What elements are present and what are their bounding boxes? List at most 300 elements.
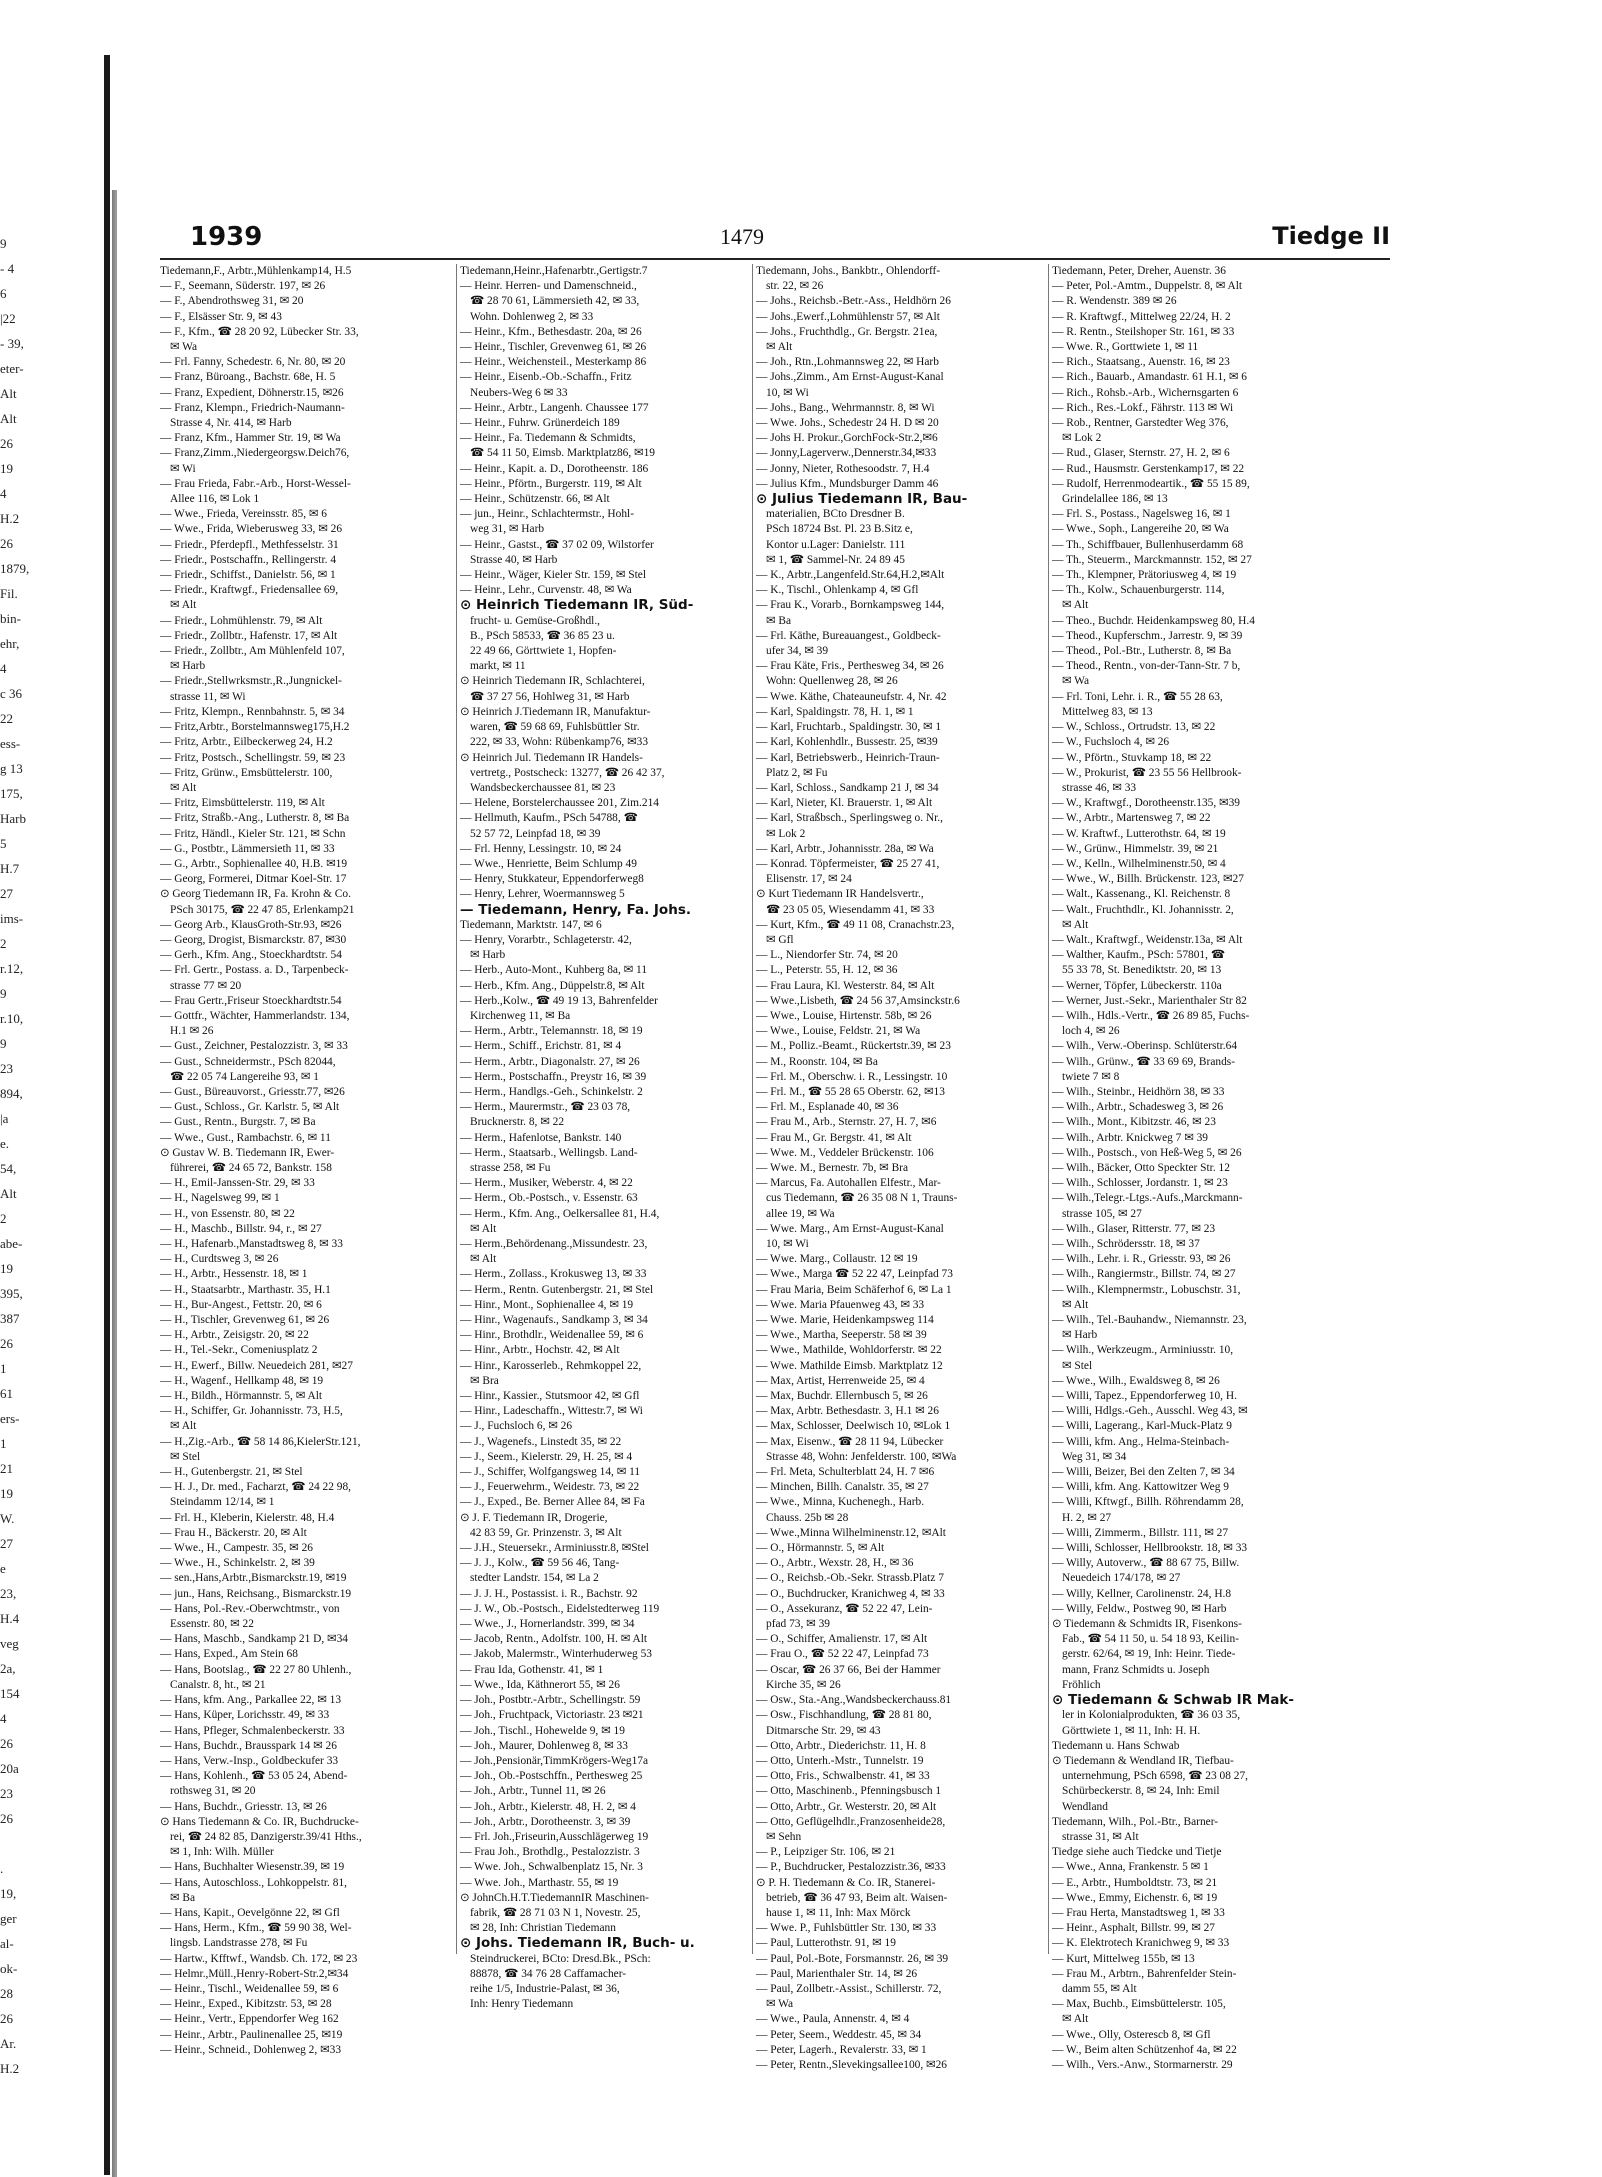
directory-entry-line: — J. J., Kolw., ☎ 59 56 46, Tang- (460, 1557, 620, 1570)
directory-entry-line: — W., Prokurist, ☎ 23 55 56 Hellbrook- (1052, 766, 1242, 779)
directory-entry-line: — Johs., Fruchthdlg., Gr. Bergstr. 21ea, (756, 325, 938, 338)
directory-entry-line: — Max, Artist, Herrenweide 25, ✉ 4 (756, 1374, 925, 1387)
directory-entry-line: waren, ☎ 59 68 69, Fuhlsbüttler Str. (470, 721, 640, 734)
directory-entry-line: — Wwe., H., Schinkelstr. 2, ✉ 39 (160, 1557, 315, 1570)
directory-entry-line: H. 2, ✉ 27 (1062, 1511, 1112, 1524)
directory-entry-line: ✉ Wa (1062, 675, 1090, 688)
directory-entry-line: — Joh., Arbtr., Tunnel 11, ✉ 26 (460, 1785, 606, 1798)
directory-entry-line: — Herb., Auto-Mont., Kuhberg 8a, ✉ 11 (460, 964, 648, 977)
directory-entry-line: — H., Hafenarb.,Manstadtsweg 8, ✉ 33 (160, 1238, 343, 1250)
margin-fragment: 2 (0, 936, 7, 951)
directory-entry-line: — Paul, Zollbetr.-Assist., Schillerstr. 72, (756, 1982, 942, 1995)
directory-entry-line: — Frl. Käthe, Bureauangest., Goldbeck- (756, 629, 941, 642)
margin-fragment: 395, (0, 1286, 23, 1301)
directory-entry-line: — J., Exped., Be. Berner Allee 84, ✉ Fa (460, 1496, 645, 1509)
directory-entry-line: ✉ 28, Inh: Christian Tiedemann (470, 1922, 616, 1935)
directory-entry-line: — W., Grünw., Himmelstr. 39, ✉ 21 (1052, 842, 1219, 855)
margin-fragment: 27 (0, 886, 13, 901)
margin-fragment: 1 (0, 1436, 7, 1451)
directory-entry-line: — E., Arbtr., Humboldtstr. 73, ✉ 21 (1052, 1876, 1218, 1889)
directory-entry-line: — Heinr. Herren- und Damenschneid., (460, 280, 637, 293)
directory-entry-line: — H., Gutenbergstr. 21, ✉ Stel (160, 1466, 303, 1479)
directory-entry-line: — Fritz, Straßb.-Ang., Lutherstr. 8, ✉ Ba (160, 812, 350, 825)
directory-entry-line: — Wwe., Wilh., Ewaldsweg 8, ✉ 26 (1052, 1374, 1220, 1387)
directory-entry-line: — Hans, Kapit., Oevelgönne 22, ✉ Gfl (160, 1906, 340, 1919)
directory-column-3 (756, 264, 1042, 2071)
directory-entry-line: — Frau M., Arbtrn., Bahrenfelder Stein- (1052, 1967, 1237, 1980)
directory-entry-line: — Wwe., Gust., Rambachstr. 6, ✉ 11 (160, 1131, 331, 1144)
directory-entry-line: Tiedemann, Wilh., Pol.-Btr., Barner- (1052, 1815, 1219, 1828)
directory-column-2 (460, 264, 746, 2011)
directory-entry-line: — Marcus, Fa. Autohallen Elfestr., Mar- (756, 1177, 941, 1190)
directory-entry-line: — Herb.,Kolw., ☎ 49 19 13, Bahrenfelder (460, 994, 658, 1007)
directory-entry-line: — Wilh., Verw.-Oberinsp. Schlüterstr.64 (1052, 1040, 1238, 1053)
directory-entry-line: — Hans, kfm. Ang., Parkallee 22, ✉ 13 (160, 1694, 342, 1707)
directory-entry-line: Allee 116, ✉ Lok 1 (170, 493, 260, 506)
directory-entry-line: — Frl. Henny, Lessingstr. 10, ✉ 24 (460, 842, 622, 855)
directory-entry-line: — Rud., Glaser, Sternstr. 27, H. 2, ✉ 6 (1052, 447, 1230, 460)
directory-entry-line: — Frau M., Gr. Bergstr. 41, ✉ Alt (756, 1131, 912, 1144)
directory-entry-line: hause 1, ✉ 11, Inh: Max Mörck (766, 1906, 911, 1919)
directory-entry-line: ⊙ J. F. Tiedemann IR, Drogerie, (460, 1511, 608, 1524)
margin-fragment: ims- (0, 911, 24, 926)
margin-fragment: ok- (0, 1961, 18, 1976)
directory-entry-line: Strasse 40, ✉ Harb (470, 553, 558, 566)
directory-entry-line: — Henry, Vorarbtr., Schlageterstr. 42, (460, 933, 632, 946)
directory-entry-line: — Frau Laura, Kl. Westerstr. 84, ✉ Alt (756, 979, 935, 992)
margin-fragment: Alt (0, 411, 17, 426)
directory-entry-line: — Frau O., ☎ 52 22 47, Leinpfad 73 (756, 1648, 929, 1661)
directory-entry-line: ✉ Ba (766, 614, 792, 627)
directory-entry-line: — Wilh., Steinbr., Heidhörn 38, ✉ 33 (1052, 1085, 1225, 1098)
margin-fragment: 23 (0, 1061, 13, 1076)
directory-entry-line: — Frau H., Bäckerstr. 20, ✉ Alt (160, 1526, 307, 1539)
directory-entry-line: — Fritz, Klempn., Rennbahnstr. 5, ✉ 34 (160, 705, 345, 718)
directory-entry-line: — W., Kelln., Wilhelminenstr.50, ✉ 4 (1052, 857, 1226, 870)
directory-entry-line: ✉ Wa (170, 341, 198, 354)
directory-entry-line: ☎ 22 05 74 Langereihe 93, ✉ 1 (170, 1070, 319, 1083)
directory-entry-line: vertretg., Postscheck: 13277, ☎ 26 42 37, (470, 766, 665, 779)
directory-entry-line: str. 22, ✉ 26 (766, 280, 824, 293)
margin-fragment: W. (0, 1511, 15, 1526)
directory-entry-line: ⊙ Kurt Tiedemann IR Handelsvertr., (756, 888, 924, 901)
directory-entry-line: — Hans, Buchdr., Griesstr. 13, ✉ 26 (160, 1800, 327, 1813)
margin-fragment: g 13 (0, 761, 23, 776)
directory-entry-line: — H., Schiffer, Gr. Johannisstr. 73, H.5, (160, 1405, 343, 1418)
directory-entry-line: Canalstr. 8, ht., ✉ 21 (170, 1678, 266, 1691)
directory-entry-line: PSch 30175, ☎ 22 47 85, Erlenkamp21 (170, 903, 355, 916)
directory-entry-line: — Hans, Herm., Kfm., ☎ 59 90 38, Wel- (160, 1922, 352, 1935)
directory-entry-line: — Wwe.,Minna Wilhelminenstr.12, ✉Alt (756, 1526, 946, 1539)
directory-entry-line: damm 55, ✉ Alt (1062, 1982, 1137, 1995)
directory-entry-line: — Hans, Pol.-Rev.-Oberwchtmstr., von (160, 1602, 340, 1615)
directory-entry-line: — Frau Herta, Manstadtsweg 1, ✉ 33 (1052, 1906, 1225, 1919)
margin-fragment: 9 (0, 986, 7, 1001)
directory-entry-line: — Wilh., Glaser, Ritterstr. 77, ✉ 23 (1052, 1222, 1216, 1235)
directory-entry-line: — Hinr., Brothdlr., Weidenallee 59, ✉ 6 (460, 1329, 644, 1342)
directory-entry-line: — Wwe., Louise, Hirtenstr. 58b, ✉ 26 (756, 1009, 932, 1022)
directory-entry-line: — Frl. M., Oberschw. i. R., Lessingstr. 10 (756, 1070, 948, 1083)
directory-entry-line: — Willi, Hdlgs.-Geh., Ausschl. Weg 43, ✉ (1052, 1405, 1248, 1418)
directory-entry-line: — Heinr., Schneid., Dohlenweg 2, ✉33 (160, 2043, 342, 2056)
directory-column-4 (1052, 264, 1338, 2071)
directory-entry-line: — L., Niendorfer Str. 74, ✉ 20 (756, 949, 898, 962)
directory-entry-line: unternehmung, PSch 6598, ☎ 23 08 27, (1062, 1770, 1248, 1783)
directory-entry-line: — Rich., Rohsb.-Arb., Wichernsgarten 6 (1052, 386, 1239, 399)
directory-entry-line: 42 83 59, Gr. Prinzenstr. 3, ✉ Alt (470, 1526, 622, 1539)
margin-fragment: 26 (0, 1336, 13, 1351)
directory-entry-line: — Peter, Rentn.,Slevekingsallee100, ✉26 (756, 2058, 947, 2071)
directory-entry-line: ✉ Wi (170, 462, 196, 475)
directory-entry-line: fabrik, ☎ 28 71 03 N 1, Novestr. 25, (470, 1906, 641, 1919)
directory-entry-line: ✉ Alt (170, 1420, 197, 1433)
directory-entry-line: Kirchenweg 11, ✉ Ba (470, 1009, 571, 1022)
directory-entry-line: ☎ 54 11 50, Eimsb. Marktplatz86, ✉19 (470, 447, 655, 460)
directory-entry-line: — Joh., Arbtr., Dorotheenstr. 3, ✉ 39 (460, 1815, 631, 1828)
margin-fragment: 175, (0, 786, 23, 801)
directory-entry-line: — Gust., Schloss., Gr. Karlstr. 5, ✉ Alt (160, 1101, 340, 1114)
column-divider (456, 264, 457, 1954)
directory-entry-line: — Frau Maria, Beim Schäferhof 6, ✉ La 1 (756, 1283, 952, 1296)
directory-entry-line: — Peter, Pol.-Amtm., Duppelstr. 8, ✉ Alt (1052, 280, 1243, 293)
directory-entry-line: — Rich., Res.-Lokf., Fährstr. 113 ✉ Wi (1052, 401, 1234, 414)
directory-entry-line: Chauss. 25b ✉ 28 (766, 1511, 849, 1524)
directory-entry-line: — Joh., Rtn.,Lohmannsweg 22, ✉ Harb (756, 356, 939, 369)
margin-fragment: Ar. (0, 2036, 17, 2051)
directory-entry-line: — Willi, kfm. Ang. Kattowitzer Weg 9 (1052, 1481, 1229, 1494)
directory-entry-line: — Wwe., Mathilde, Wohldorferstr. ✉ 22 (756, 1344, 942, 1357)
directory-entry-line: — Rud., Hausmstr. Gerstenkamp17, ✉ 22 (1052, 462, 1245, 475)
directory-entry-line: — Th., Steuerm., Marckmannstr. 152, ✉ 27 (1052, 553, 1252, 566)
directory-entry-line: — Max, Eisenw., ☎ 28 11 94, Lübecker (756, 1435, 944, 1448)
directory-entry-line: ⊙ Heinrich Tiedemann IR, Süd- (460, 597, 694, 614)
directory-entry-line: — Johs.,Ewerf.,Lohmühlenstr 57, ✉ Alt (756, 310, 940, 323)
directory-entry-line: — Max, Buchdr. Ellernbusch 5, ✉ 26 (756, 1390, 928, 1403)
directory-entry-line: — Hans, Verw.-Insp., Goldbeckufer 33 (160, 1754, 339, 1767)
directory-entry-line: — Friedr., Zollbtr., Hafenstr. 17, ✉ Alt (160, 629, 338, 642)
directory-entry-line: — jun., Heinr., Schlachtermstr., Hohl- (460, 508, 634, 521)
directory-entry-line: — Hans, Bootslag., ☎ 22 27 80 Uhlenh., (160, 1663, 352, 1676)
margin-fragment: 54, (0, 1161, 17, 1176)
directory-entry-line: — Friedr., Lohmühlenstr. 79, ✉ Alt (160, 614, 323, 627)
directory-entry-line: — Joh., Fruchtpack, Victoriastr. 23 ✉21 (460, 1709, 644, 1722)
directory-entry-line: ⊙ JohnCh.H.T.TiedemannIR Maschinen- (460, 1891, 649, 1904)
directory-entry-line: — Heinr., Arbtr., Langenh. Chaussee 177 (460, 401, 649, 414)
directory-entry-line: ✉ Alt (1062, 2013, 1089, 2026)
directory-entry-line: ⊙ Heinrich Tiedemann IR, Schlachterei, (460, 675, 645, 688)
margin-fragment: e. (0, 1136, 10, 1151)
directory-entry-line: Wandsbeckerchaussee 81, ✉ 23 (470, 781, 616, 794)
directory-entry-line: — Willi, Kftwgf., Billh. Röhrendamm 28, (1052, 1496, 1244, 1509)
directory-entry-line: — Willi, Beizer, Bei den Zelten 7, ✉ 34 (1052, 1466, 1235, 1479)
directory-entry-line: — Wwe., W., Billh. Brückenstr. 123, ✉27 (1052, 873, 1244, 886)
directory-entry-line: — H., Maschb., Billstr. 94, r., ✉ 27 (160, 1222, 322, 1235)
directory-entry-line: — Otto, Geflügelhdlr.,Franzosenheide28, (756, 1815, 946, 1828)
directory-entry-line: — Frl. M., Esplanade 40, ✉ 36 (756, 1101, 899, 1114)
directory-entry-line: — Herm.,Behördenang.,Missundestr. 23, (460, 1238, 648, 1250)
directory-entry-line: Tiedemann, Marktstr. 147, ✉ 6 (460, 918, 602, 931)
margin-fragment: 28 (0, 1986, 13, 2001)
margin-fragment: 9 (0, 1036, 7, 1051)
directory-entry-line: — Julius Kfm., Mundsburger Damm 46 (756, 477, 939, 490)
directory-entry-line: ⊙ Heinrich Jul. Tiedemann IR Handels- (460, 751, 643, 764)
directory-entry-line: — H., Tischler, Grevenweg 61, ✉ 26 (160, 1314, 330, 1327)
directory-entry-line: — Franz, Expedient, Döhnerstr.15, ✉26 (160, 386, 344, 399)
directory-entry-line: — Willy, Kellner, Carolinenstr. 24, H.8 (1052, 1587, 1232, 1600)
directory-entry-line: Elisenstr. 17, ✉ 24 (766, 873, 852, 886)
margin-fragment: H.4 (0, 1611, 20, 1626)
margin-fragment: - 39, (0, 336, 24, 351)
directory-entry-line: — Friedr., Pferdepfl., Methfesselstr. 31 (160, 538, 339, 551)
directory-entry-line: stedter Landstr. 154, ✉ La 2 (470, 1572, 599, 1585)
directory-entry-line: — Heinr., Fuhrw. Grünerdeich 189 (460, 417, 620, 430)
directory-entry-line: B., PSch 58533, ☎ 36 85 23 u. (470, 629, 615, 642)
directory-entry-line: — Willi, Zimmerm., Billstr. 111, ✉ 27 (1052, 1526, 1229, 1539)
margin-fragment: 6 (0, 286, 7, 301)
directory-entry-line: ✉ Lok 2 (766, 827, 806, 840)
directory-entry-line: — Otto, Arbtr., Diederichstr. 11, H. 8 (756, 1739, 926, 1752)
directory-entry-line: — Wwe., Anna, Frankenstr. 5 ✉ 1 (1052, 1861, 1209, 1874)
directory-entry-line: — Willi, kfm. Ang., Helma-Steinbach- (1052, 1435, 1230, 1448)
directory-entry-line: ⊙ Gustav W. B. Tiedemann IR, Ewer- (160, 1146, 335, 1159)
directory-entry-line: — Joh., Maurer, Dohlenweg 8, ✉ 33 (460, 1739, 628, 1752)
directory-entry-line: — Johs., Bang., Wehrmannstr. 8, ✉ Wi (756, 401, 935, 414)
directory-entry-line: — Walt., Kraftwgf., Weidenstr.13a, ✉ Alt (1052, 933, 1243, 946)
directory-entry-line: — Wilh., Hdls.-Vertr., ☎ 26 89 85, Fuchs- (1052, 1009, 1250, 1022)
directory-entry-line: — W. Kraftwf., Lutterothstr. 64, ✉ 19 (1052, 827, 1226, 840)
directory-entry-line: — Paul, Lutterothstr. 91, ✉ 19 (756, 1937, 896, 1950)
directory-entry-line: Tiedemann,Heinr.,Hafenarbtr.,Gertigstr.7 (460, 265, 648, 277)
directory-entry-line: Strasse 48, Wohn: Jenfelderstr. 100, ✉Wa (766, 1450, 957, 1463)
directory-entry-line: — Fritz, Grünw., Emsbüttelerstr. 100, (160, 766, 333, 779)
directory-entry-line: — Hinr., Wagenaufs., Sandkamp 3, ✉ 34 (460, 1314, 648, 1327)
directory-entry-line: — Frl. Joh.,Friseurin,Ausschlägerweg 19 (460, 1830, 649, 1843)
directory-entry-line: Steindruckerei, BCto: Dresd.Bk., PSch: (470, 1952, 651, 1965)
directory-entry-line: — Friedr.,Stellwrksmstr.,R.,Jungnickel- (160, 675, 342, 688)
directory-entry-line: — Heinr., Asphalt, Billstr. 99, ✉ 27 (1052, 1922, 1216, 1935)
margin-fragment: 23, (0, 1586, 17, 1601)
directory-entry-line: — Hans, Buchdr., Brausspark 14 ✉ 26 (160, 1739, 337, 1752)
directory-entry-line: ☎ 37 27 56, Hohlweg 31, ✉ Harb (470, 690, 630, 703)
directory-entry-line: — Walt., Kassenang., Kl. Reichenstr. 8 (1052, 888, 1231, 901)
margin-fragment: al- (0, 1936, 14, 1951)
directory-entry-line: — Osw., Fischhandlung, ☎ 28 81 80, (756, 1709, 932, 1722)
header-page-number: 1479 (720, 224, 764, 249)
directory-entry-line: — H. J., Dr. med., Facharzt, ☎ 24 22 98, (160, 1481, 352, 1494)
margin-fragment: ger (0, 1911, 17, 1926)
margin-fragment: eter- (0, 361, 24, 376)
directory-entry-line: — Oscar, ☎ 26 37 66, Bei der Hammer (756, 1663, 941, 1676)
directory-entry-line: — Gerh., Kfm. Ang., Stoeckhardtstr. 54 (160, 949, 342, 962)
directory-entry-line: — Wwe., Marga ☎ 52 22 47, Leinpfad 73 (756, 1268, 953, 1281)
directory-entry-line: — H., Bildh., Hörmannstr. 5, ✉ Alt (160, 1390, 323, 1403)
directory-entry-line: — Wwe. Johs., Schedestr 24 H. D ✉ 20 (756, 417, 939, 430)
directory-entry-line: — Peter, Seem., Weddestr. 45, ✉ 34 (756, 2028, 922, 2041)
directory-entry-line: — Wilh., Tel.-Bauhandw., Niemannstr. 23, (1052, 1314, 1247, 1327)
directory-entry-line: — Konrad. Töpfermeister, ☎ 25 27 41, (756, 857, 940, 870)
directory-entry-line: — Wwe. Marie, Heidenkampsweg 114 (756, 1314, 934, 1327)
directory-entry-line: — Wwe., Martha, Seeperstr. 58 ✉ 39 (756, 1329, 927, 1342)
margin-fragment: 1 (0, 1361, 7, 1376)
directory-entry-line: führerei, ☎ 24 65 72, Bankstr. 158 (170, 1161, 332, 1174)
directory-entry-line: — Heinr., Kfm., Bethesdastr. 20a, ✉ 26 (460, 325, 642, 338)
directory-entry-line: — Heinr., Gastst., ☎ 37 02 09, Wilstorfer (460, 538, 654, 551)
directory-entry-line: — Helene, Borstelerchaussee 201, Zim.214 (460, 797, 659, 810)
directory-entry-line: — Tiedemann, Henry, Fa. Johs. (460, 901, 691, 918)
directory-entry-line: — Fritz, Händl., Kieler Str. 121, ✉ Schn (160, 827, 346, 840)
directory-entry-line: — F., Seemann, Süderstr. 197, ✉ 26 (160, 280, 326, 293)
directory-entry-line: — Frl. S., Postass., Nagelsweg 16, ✉ 1 (1052, 508, 1231, 521)
directory-entry-line: — H., Ewerf., Billw. Neuedeich 281, ✉27 (160, 1359, 353, 1372)
directory-entry-line: — Karl, Straßbsch., Sperlingsweg o. Nr., (756, 812, 943, 825)
directory-entry-line: — Wwe. Maria Pfauenweg 43, ✉ 33 (756, 1298, 925, 1311)
directory-entry-line: — Wilh., Grünw., ☎ 33 69 69, Brands- (1052, 1055, 1235, 1068)
directory-entry-line: ⊙ P. H. Tiedemann & Co. IR, Stanerei- (756, 1876, 936, 1889)
directory-entry-line: — Karl, Spaldingstr. 78, H. 1, ✉ 1 (756, 705, 914, 718)
page-header (190, 222, 1390, 256)
directory-entry-line: — Franz,Zimm.,Niedergeorgsw.Deich76, (160, 447, 350, 460)
directory-entry-line: — H., Arbtr., Zeisigstr. 20, ✉ 22 (160, 1329, 309, 1342)
directory-entry-line: — Karl, Fruchtarb., Spaldingstr. 30, ✉ 1 (756, 721, 942, 734)
margin-fragment: ehr, (0, 636, 20, 651)
directory-entry-line: — Herm., Staatsarb., Wellingsb. Land- (460, 1146, 638, 1159)
directory-entry-line: pfad 73, ✉ 39 (766, 1618, 830, 1631)
directory-entry-line: Wohn. Dohlenweg 2, ✉ 33 (470, 310, 594, 323)
directory-entry-line: — Fritz, Eimsbüttelerstr. 119, ✉ Alt (160, 797, 325, 810)
directory-entry-line: Schürbeckerstr. 8, ✉ 24, Inh: Emil (1062, 1785, 1220, 1798)
margin-fragment: 5 (0, 836, 7, 851)
directory-entry-line: betrieb, ☎ 36 47 93, Beim alt. Waisen- (766, 1891, 948, 1904)
directory-entry-line: ✉ Gfl (766, 933, 794, 946)
directory-entry-line: — Friedr., Zollbtr., Am Mühlenfeld 107, (160, 645, 345, 658)
column-divider (1048, 264, 1049, 1954)
directory-entry-line: — J., Fuchsloch 6, ✉ 26 (460, 1420, 573, 1433)
directory-entry-line: — R. Rentn., Steilshoper Str. 161, ✉ 33 (1052, 325, 1235, 338)
margin-fragment: 19 (0, 461, 13, 476)
margin-fragment: Alt (0, 386, 17, 401)
directory-entry-line: ✉ Harb (470, 949, 506, 962)
directory-entry-line: — Heinr., Vertr., Eppendorfer Weg 162 (160, 2013, 339, 2026)
directory-entry-line: — Theo., Buchdr. Heidenkampsweg 80, H.4 (1052, 614, 1255, 627)
directory-entry-line: — Heinr., Pförtn., Burgerstr. 119, ✉ Alt (460, 477, 642, 490)
directory-entry-line: — Herm., Rentn. Gutenbergstr. 21, ✉ Stel (460, 1283, 654, 1296)
directory-entry-line: — Rob., Rentner, Garstedter Weg 376, (1052, 417, 1229, 430)
directory-entry-line: — Frau K., Vorarb., Bornkampsweg 144, (756, 599, 945, 612)
directory-entry-line: — Wwe. Joh., Marthastr. 55, ✉ 19 (460, 1876, 619, 1889)
directory-entry-line: — H., Emil-Janssen-Str. 29, ✉ 33 (160, 1177, 315, 1190)
margin-fragment: 26 (0, 1811, 13, 1826)
directory-entry-line: ✉ Alt (1062, 1298, 1089, 1311)
directory-entry-line: Steindamm 12/14, ✉ 1 (170, 1496, 275, 1509)
directory-entry-line: — Willi, Lagerang., Karl-Muck-Platz 9 (1052, 1420, 1232, 1433)
directory-entry-line: materialien, BCto Dresdner B. (766, 508, 905, 521)
directory-entry-line: — Wilh., Schlosser, Jordanstr. 1, ✉ 23 (1052, 1177, 1228, 1190)
directory-entry-line: ler in Kolonialprodukten, ☎ 36 03 35, (1062, 1709, 1241, 1722)
margin-fragment: 27 (0, 1536, 13, 1551)
directory-entry-line: — Jacob, Rentn., Adolfstr. 100, H. ✉ Alt (460, 1633, 648, 1646)
directory-entry-line: — Frau Frieda, Fabr.-Arb., Horst-Wessel- (160, 477, 351, 490)
directory-entry-line: — Henry, Lehrer, Woermannsweg 5 (460, 888, 625, 901)
directory-entry-line: — Joh.,Pensionär,TimmKrögers-Weg17a (460, 1754, 649, 1767)
margin-fragment: abe- (0, 1236, 23, 1251)
directory-entry-line: ✉ Wa (766, 1998, 794, 2011)
margin-fragment: 26 (0, 436, 13, 451)
directory-entry-line: — W., Pförtn., Stuvkamp 18, ✉ 22 (1052, 751, 1212, 764)
directory-entry-line: — Wwe. Käthe, Chateauneufstr. 4, Nr. 42 (756, 690, 947, 703)
directory-entry-line: 88878, ☎ 34 76 28 Caffamacher- (470, 1967, 627, 1980)
directory-entry-line: — Herm., Ob.-Postsch., v. Essenstr. 63 (460, 1192, 638, 1205)
directory-entry-line: — Wwe., Frieda, Vereinsstr. 85, ✉ 6 (160, 508, 327, 521)
directory-entry-line: — Wwe., Olly, Osterescb 8, ✉ Gfl (1052, 2028, 1211, 2041)
directory-entry-line: — R. Kraftwgf., Mittelweg 22/24, H. 2 (1052, 310, 1231, 323)
directory-entry-line: — Fritz, Arbtr., Eilbeckerweg 24, H.2 (160, 736, 333, 749)
directory-entry-line: — H., Staatsarbtr., Marthastr. 35, H.1 (160, 1283, 331, 1296)
directory-entry-line: — Th., Kolw., Schauenburgerstr. 114, (1052, 584, 1225, 597)
directory-entry-line: — Walt., Fruchthdlr., Kl. Johannisstr. 2, (1052, 903, 1234, 916)
directory-entry-line: — Herm., Postschaffn., Preystr 16, ✉ 39 (460, 1070, 647, 1083)
margin-fragment: e (0, 1561, 6, 1576)
directory-entry-line: — Osw., Sta.-Ang.,Wandsbeckerchauss.81 (756, 1694, 952, 1707)
directory-entry-line: — Wwe., Minna, Kuchenegh., Harb. (756, 1496, 925, 1509)
directory-entry-line: ✉ Stel (170, 1450, 201, 1463)
directory-entry-line: — Gust., Büreauvorst., Griesstr.77, ✉26 (160, 1085, 345, 1098)
directory-entry-line: — H., Bur-Angest., Fettstr. 20, ✉ 6 (160, 1298, 322, 1311)
directory-entry-line: Essenstr. 80, ✉ 22 (170, 1618, 254, 1631)
directory-entry-line: Kontor u.Lager: Danielstr. 111 (766, 538, 906, 551)
directory-entry-line: ⊙ Tiedemann & Schwab IR Mak- (1052, 1692, 1294, 1709)
directory-entry-line: — Wilh., Lehr. i. R., Griesstr. 93, ✉ 26 (1052, 1253, 1231, 1266)
directory-entry-line: — Franz, Klempn., Friedrich-Naumann- (160, 401, 345, 414)
directory-entry-line: — Hans, Pfleger, Schmalenbeckerstr. 33 (160, 1724, 345, 1737)
directory-entry-line: — P., Leipziger Str. 106, ✉ 21 (756, 1846, 896, 1859)
margin-fragment: 20a (0, 1761, 19, 1776)
directory-entry-line: mann, Franz Schmidts u. Joseph (1062, 1663, 1210, 1676)
directory-entry-line: — O., Hörmannstr. 5, ✉ Alt (756, 1542, 885, 1555)
directory-entry-line: — Wwe., J., Hornerlandstr. 399, ✉ 34 (460, 1618, 635, 1631)
directory-entry-line: ✉ Alt (470, 1253, 497, 1266)
directory-entry-line: — Herb., Kfm. Ang., Düppelstr.8, ✉ Alt (460, 979, 645, 992)
directory-entry-line: — O., Assekuranz, ☎ 52 22 47, Lein- (756, 1602, 933, 1615)
directory-entry-line: lingsb. Landstrasse 278, ✉ Fu (170, 1937, 308, 1950)
directory-entry-line: — Heinr., Weichensteil., Mesterkamp 86 (460, 356, 647, 369)
margin-fragment: 2a, (0, 1661, 16, 1676)
directory-entry-line: — Hans, Maschb., Sandkamp 21 D, ✉34 (160, 1633, 348, 1646)
directory-entry-line: — Werner, Just.-Sekr., Marienthaler Str 82 (1052, 994, 1247, 1007)
directory-entry-line: — M., Roonstr. 104, ✉ Ba (756, 1055, 878, 1068)
directory-entry-line: — Joh., Postbtr.-Arbtr., Schellingstr. 59 (460, 1694, 641, 1707)
directory-entry-line: ✉ Lok 2 (1062, 432, 1102, 445)
margin-fragment: 22 (0, 711, 13, 726)
directory-entry-line: rothsweg 31, ✉ 20 (170, 1785, 256, 1798)
directory-entry-line: — Frl. H., Kleberin, Kielerstr. 48, H.4 (160, 1511, 335, 1524)
directory-entry-line: — J., Feuerwehrm., Weidestr. 73, ✉ 22 (460, 1481, 640, 1494)
directory-entry-line: — W., Kraftwgf., Dorotheenstr.135, ✉39 (1052, 797, 1240, 810)
directory-entry-line: — Hans, Buchhalter Wiesenstr.39, ✉ 19 (160, 1861, 345, 1874)
directory-entry-line: — Wwe., Soph., Langereihe 20, ✉ Wa (1052, 523, 1229, 536)
margin-fragment: 9 (0, 236, 7, 251)
directory-entry-line: — Gust., Schneidermstr., PSch 82044, (160, 1055, 336, 1068)
directory-entry-line: — Wwe., Emmy, Eichenstr. 6, ✉ 19 (1052, 1891, 1218, 1904)
directory-entry-line: — Joh., Ob.-Postschffn., Perthesweg 25 (460, 1770, 643, 1783)
directory-entry-line: — Karl, Arbtr., Johannisstr. 28a, ✉ Wa (756, 842, 934, 855)
directory-entry-line: strasse 258, ✉ Fu (470, 1161, 551, 1174)
directory-entry-line: ⊙ Tiedemann & Schmidts IR, Fisenkons- (1052, 1618, 1242, 1631)
directory-entry-line: ✉ 1, Inh: Wilh. Müller (170, 1846, 274, 1859)
directory-entry-line: — Frl. Toni, Lehr. i. R., ☎ 55 28 63, (1052, 690, 1223, 703)
directory-entry-line: — Minchen, Billh. Canalstr. 35, ✉ 27 (756, 1481, 929, 1494)
directory-entry-line: Weg 31, ✉ 34 (1062, 1450, 1127, 1463)
margin-fragment: veg (0, 1636, 19, 1651)
